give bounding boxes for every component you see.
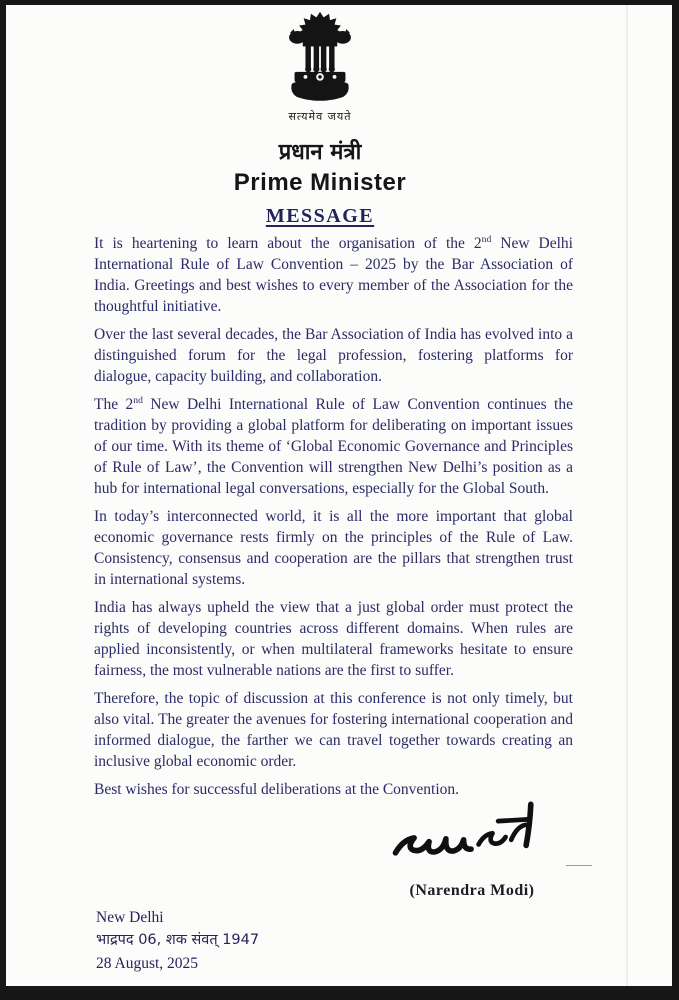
hindi-date: भाद्रपद 06, शक संवत् 1947 [96, 932, 260, 948]
message-paragraph: Best wishes for successful deliberations at the Convention. [94, 781, 460, 798]
message-paragraph: Over the last several decades, the Bar Association of India has evolved into a distinguished forum for the legal profession, fostering platforms for dialogue, capacity building, and collaboration. [94, 326, 573, 385]
modi-signature [388, 798, 556, 876]
place: New Delhi [96, 909, 164, 926]
message-paragraph: It is heartening to learn about the organisation of the 2nd New Delhi International Rule of Law Convention – 2025 by the Bar Association of India. Greetings and best wishes to every member of the Association for the thoughtful initiative. [94, 233, 573, 315]
page-edge-shadow [626, 5, 628, 986]
place-date-block [96, 906, 259, 975]
message-body [94, 233, 573, 807]
gregorian-date: 28 August, 2025 [96, 955, 199, 972]
signature-caption: (Narendra Modi) [409, 882, 535, 899]
message-paragraph: The 2nd New Delhi International Rule of Law Convention continues the tradition by providing a global platform for deliberating on important issues of our time. With its theme of ‘Global Economic Governance and Principles of Rule of Law’, the Convention will strengthen New Delhi’s position as a hub for international legal conversations, especially for the Global South. [94, 394, 573, 497]
scan-artifact-dash [566, 865, 592, 866]
message-heading: MESSAGE [265, 205, 375, 227]
message-paragraph: Therefore, the topic of discussion at this conference is not only timely, but also vital. The greater the avenues for fostering international cooperation and informed dialogue, the farther we can travel together towards creating an inclusive global economic order. [94, 690, 573, 770]
message-paragraph: In today’s interconnected world, it is all the more important that global economic governance rests firmly on the principles of the Rule of Law. Consistency, consensus and cooperation are the pillars that strengthen trust in international systems. [94, 508, 573, 588]
signature-block [384, 798, 560, 900]
letter-header [20, 11, 620, 228]
message-paragraph: India has always upheld the view that a just global order must protect the rights of developing countries across different domains. When rules are applied inconsistently, or when multilateral frameworks hesitate to ensure fairness, the most vulnerable nations are the first to suffer. [94, 599, 573, 679]
ashoka-emblem-icon [279, 11, 361, 111]
hindi-title: प्रधान मंत्री [278, 140, 362, 165]
english-title: Prime Minister [233, 169, 407, 196]
emblem-motto: सत्यमेव जयते [288, 110, 352, 123]
